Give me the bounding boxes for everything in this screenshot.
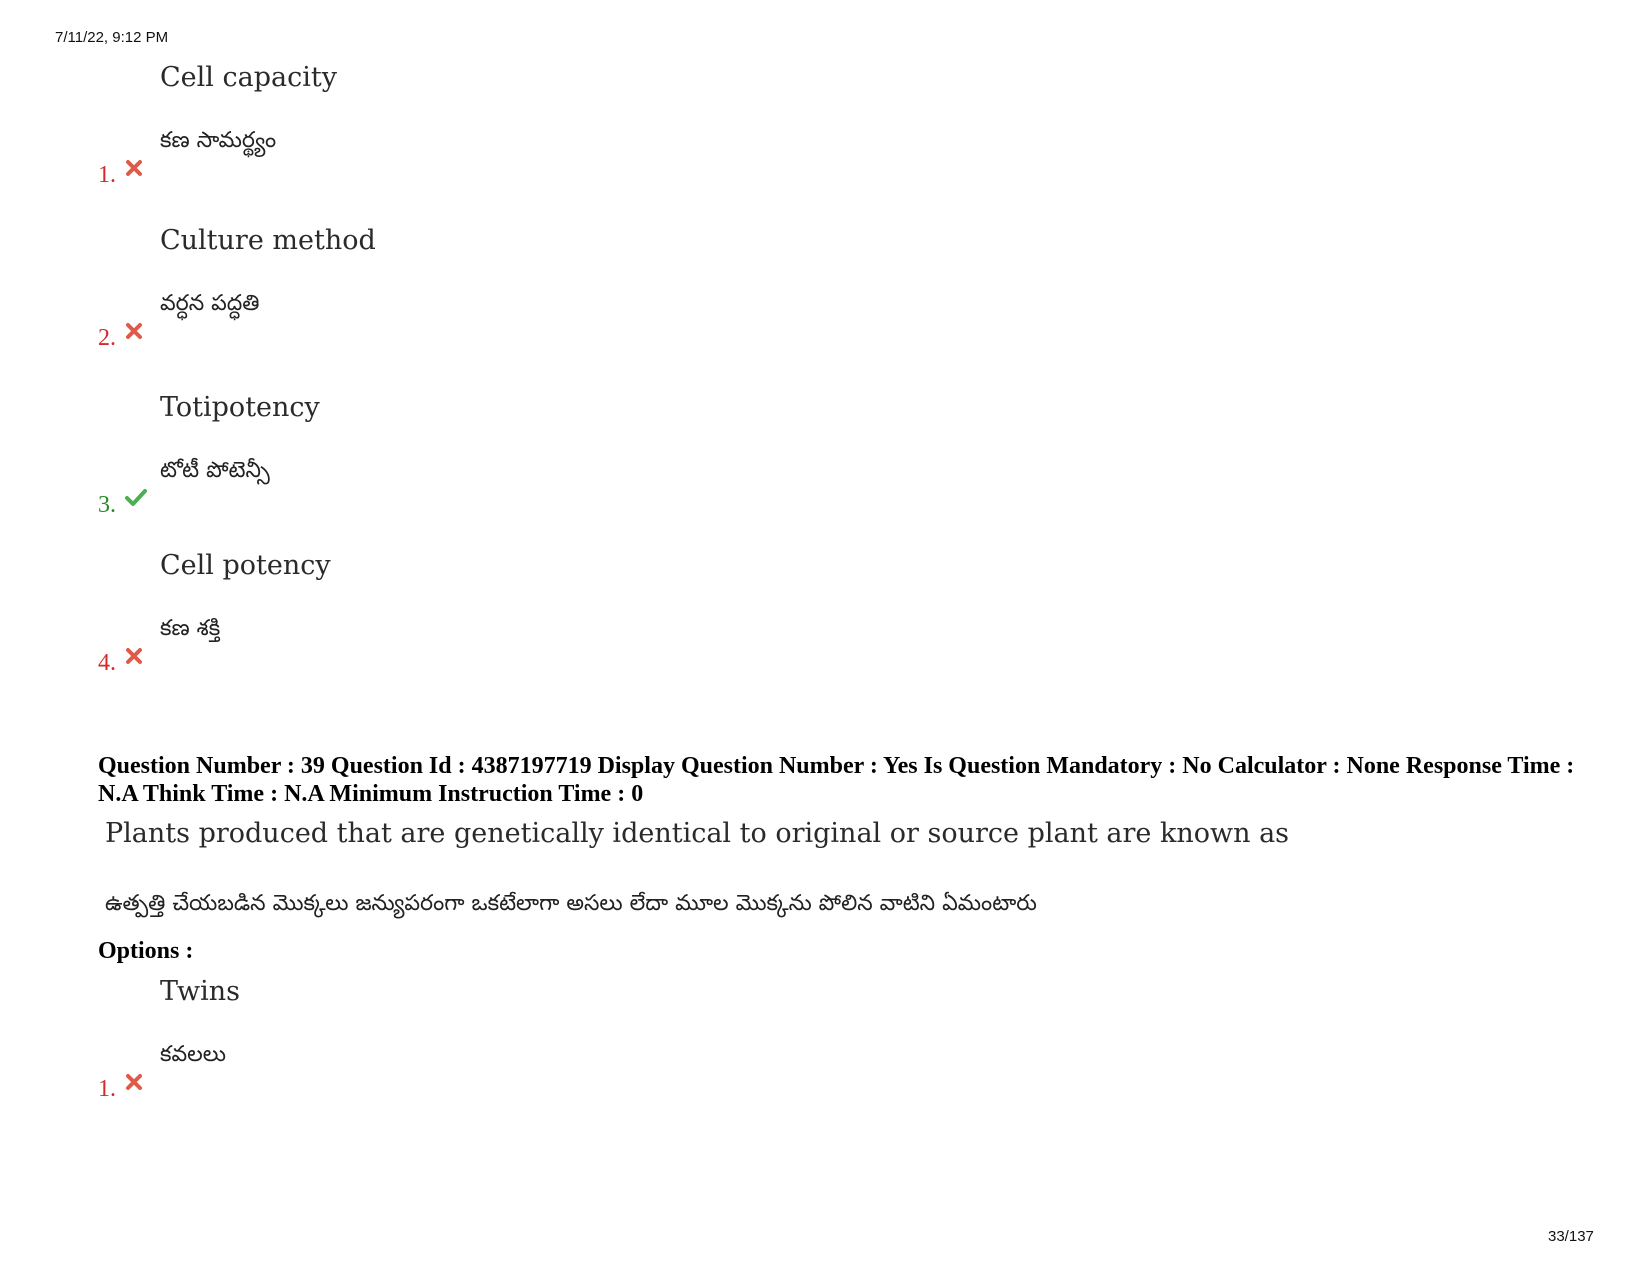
option-english-text: Culture method [160,225,376,256]
option-telugu-text: టోటీ పోటెన్సీ [160,458,270,483]
option-number: 2. [98,325,116,351]
options-heading: Options : [98,938,194,964]
option-english-text: Twins [160,976,241,1007]
cross-icon [124,321,144,341]
option-number: 1. [98,1076,116,1102]
page-number: 33/137 [1548,1228,1594,1245]
option-telugu-text: వర్ధన పద్ధతి [160,291,260,316]
option-telugu-text: కణ శక్తి [160,616,221,641]
option-english-text: Totipotency [160,392,320,423]
option-number: 1. [98,162,116,188]
question-english-text: Plants produced that are genetically identical to original or source plant are known as [105,818,1290,849]
question-telugu-text: ఉత్పత్తి చేయబడిన మొక్కలు జన్యుపరంగా ఒకటేలాగా అసలు లేదా మూల మొక్కను పోలిన వాటిని ఏమంటారు [105,891,1037,916]
cross-icon [124,1072,144,1092]
option-english-text: Cell potency [160,550,331,581]
cross-icon [124,646,144,666]
checkmark-icon [124,488,148,508]
option-telugu-text: కవలలు [160,1042,226,1067]
cross-icon [124,158,144,178]
option-number: 4. [98,650,116,676]
option-telugu-text: కణ సామర్థ్యం [160,128,277,153]
option-english-text: Cell capacity [160,62,337,93]
option-number: 3. [98,492,116,518]
print-timestamp: 7/11/22, 9:12 PM [55,29,169,46]
question-metadata: Question Number : 39 Question Id : 4387197719 Display Question Number : Yes Is Question Mandatory : No Calculator : None Response Time : N.A Think Time : N.A Minimum Instruction Time : 0 [98,753,1575,807]
